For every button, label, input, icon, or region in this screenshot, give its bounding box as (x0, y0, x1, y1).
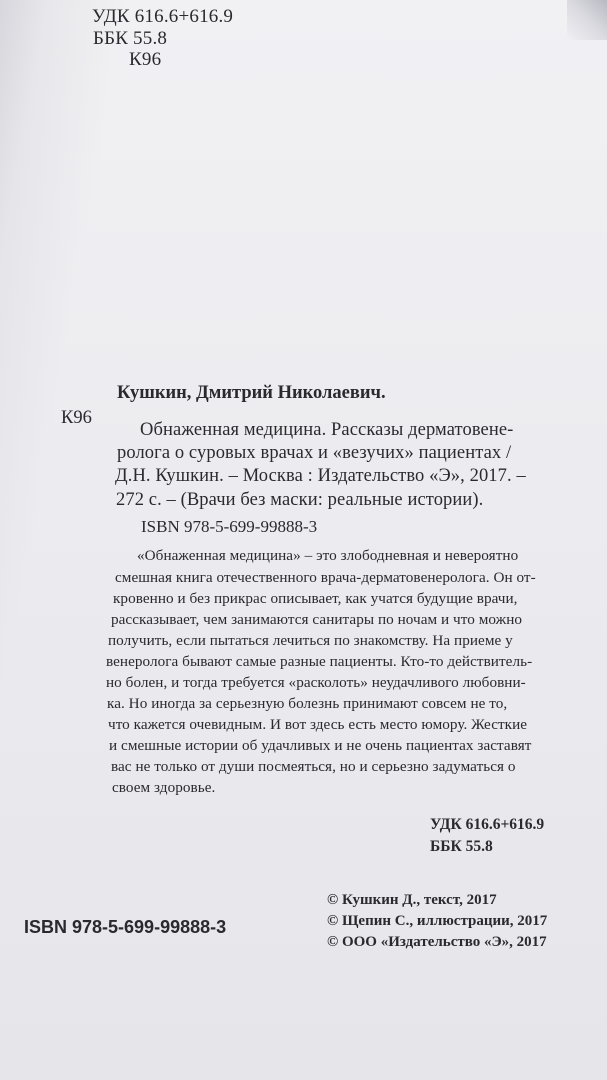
isbn-bottom: ISBN 978-5-699-99888-3 (24, 917, 227, 937)
next-page-edge (567, 0, 607, 40)
annotation-line: и смешные истории об удачливых и не очень пациентах заставят (109, 737, 532, 754)
copyright-line: © Щепин С., иллюстрации, 2017 (327, 913, 548, 929)
annotation-line: «Обнаженная медицина» – это злободневная и невероятно (137, 547, 519, 564)
annotation-line: смешная книга отечественного врача-дерматовенеролога. Он от- (115, 569, 536, 586)
catalog-description-line: Обнаженная медицина. Рассказы дерматовене- (140, 420, 514, 440)
annotation-line: ка. Но иногда за серьезную болезнь принимают совсем не то, (107, 695, 508, 712)
annotation-line: кровенно и без прикрас описывает, как учатся будущие врачи, (113, 590, 518, 607)
bottom-bbk-code: ББК 55.8 (430, 838, 493, 855)
annotation-line: вас не только от души посмеяться, но и серьезно задуматься о (111, 758, 516, 775)
top-udk-code: УДК 616.6+616.9 (92, 6, 234, 27)
catalog-author: Кушкин, Дмитрий Николаевич. (117, 383, 386, 403)
annotation-line: рассказывает, чем занимаются санитары по ночам и что можно (111, 611, 523, 628)
catalog-author-code: К96 (61, 408, 92, 428)
top-author-code: К96 (129, 49, 162, 70)
bottom-udk-code: УДК 616.6+616.9 (430, 816, 545, 833)
annotation-line: получить, если пытаться лечиться по знакомству. На приеме у (108, 632, 513, 649)
annotation-line: венеролога бывают самые разные пациенты. Кто-то действитель- (106, 653, 533, 670)
top-bbk-code: ББК 55.8 (93, 28, 168, 49)
catalog-isbn: ISBN 978-5-699-99888-3 (141, 517, 318, 536)
catalog-description-line: ролога о суровых врачах и «везучих» пациентах / (117, 443, 512, 463)
annotation-line: но болен, и тогда требуется «расколоть» неудачливого любовни- (106, 674, 526, 691)
annotation-line: что кажется очевидным. И вот здесь есть место юмору. Жесткие (108, 716, 528, 733)
copyright-line: © Кушкин Д., текст, 2017 (327, 892, 497, 908)
catalog-description-line: Д.Н. Кушкин. – Москва : Издательство «Э», 2017. – (115, 466, 526, 486)
copyright-line: © ООО «Издательство «Э», 2017 (327, 934, 547, 950)
annotation-line: своем здоровье. (112, 779, 216, 796)
catalog-description-line: 272 с. – (Врачи без маски: реальные истории). (116, 490, 484, 510)
